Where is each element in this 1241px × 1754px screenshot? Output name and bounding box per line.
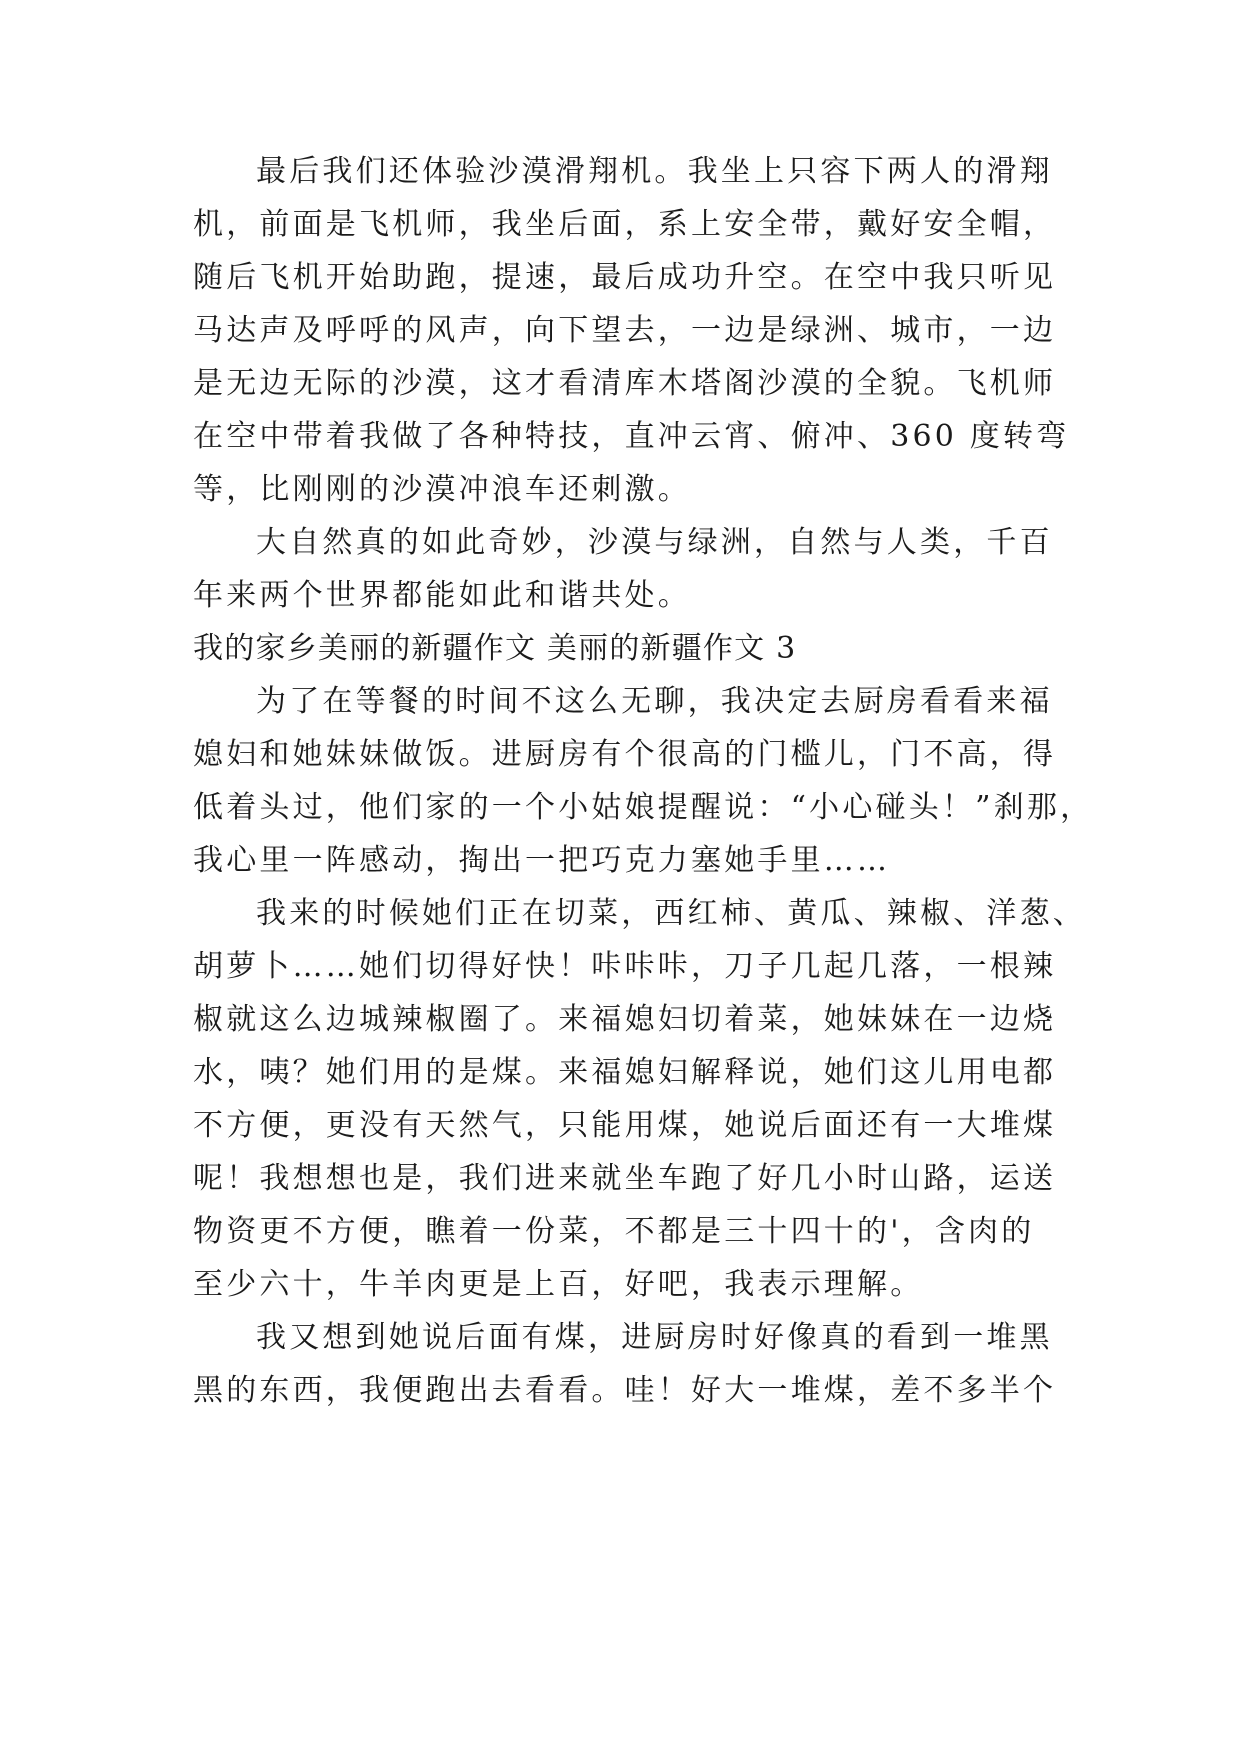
text-line: 我又想到她说后面有煤，进厨房时好像真的看到一堆黑 [256,1320,1053,1355]
text-line: 是无边无际的沙漠，这才看清库木塔阁沙漠的全貌。飞机师 [193,366,1057,401]
text-line: 机，前面是飞机师，我坐后面，系上安全带，戴好安全帽， [193,207,1057,242]
text-line: 大自然真的如此奇妙，沙漠与绿洲，自然与人类，千百 [256,525,1053,560]
text-line: 胡萝卜……她们切得好快！咔咔咔，刀子几起几落，一根辣 [193,949,1057,984]
text-line: 为了在等餐的时间不这么无聊，我决定去厨房看看来福 [256,684,1053,719]
text-line: 物资更不方便，瞧着一份菜，不都是三十四十的'，含肉的 [193,1214,1035,1249]
text-line: 我来的时候她们正在切菜，西红柿、黄瓜、辣椒、洋葱、 [256,896,1086,931]
text-line: 最后我们还体验沙漠滑翔机。我坐上只容下两人的滑翔 [256,154,1053,189]
text-line: 水，咦？她们用的是煤。来福媳妇解释说，她们这儿用电都 [193,1055,1057,1090]
text-line: 黑的东西，我便跑出去看看。哇！好大一堆煤，差不多半个 [193,1373,1057,1408]
text-line: 媳妇和她妹妹做饭。进厨房有个很高的门槛儿，门不高，得 [193,737,1057,772]
text-line: 我心里一阵感动，掏出一把巧克力塞她手里…… [193,843,891,878]
text-line: 椒就这么边城辣椒圈了。来福媳妇切着菜，她妹妹在一边烧 [193,1002,1057,1037]
text-line: 随后飞机开始助跑，提速，最后成功升空。在空中我只听见 [193,260,1057,295]
text-line: 马达声及呼呼的风声，向下望去，一边是绿洲、城市，一边 [193,313,1057,348]
text-line: 不方便，更没有天然气，只能用煤，她说后面还有一大堆煤 [193,1108,1057,1143]
text-line: 等，比刚刚的沙漠冲浪车还刺激。 [193,472,691,507]
text-line: 年来两个世界都能如此和谐共处。 [193,578,691,613]
text-line: 在空中带着我做了各种特技，直冲云宵、俯冲、360 度转弯 [193,419,1070,454]
text-line: 呢！我想想也是，我们进来就坐车跑了好几小时山路，运送 [193,1161,1057,1196]
text-line: 至少六十，牛羊肉更是上百，好吧，我表示理解。 [193,1267,924,1302]
section-heading: 我的家乡美丽的新疆作文 美丽的新疆作文 3 [193,631,797,666]
text-line: 低着头过，他们家的一个小姑娘提醒说：“小心碰头！”刹那， [193,790,1094,825]
